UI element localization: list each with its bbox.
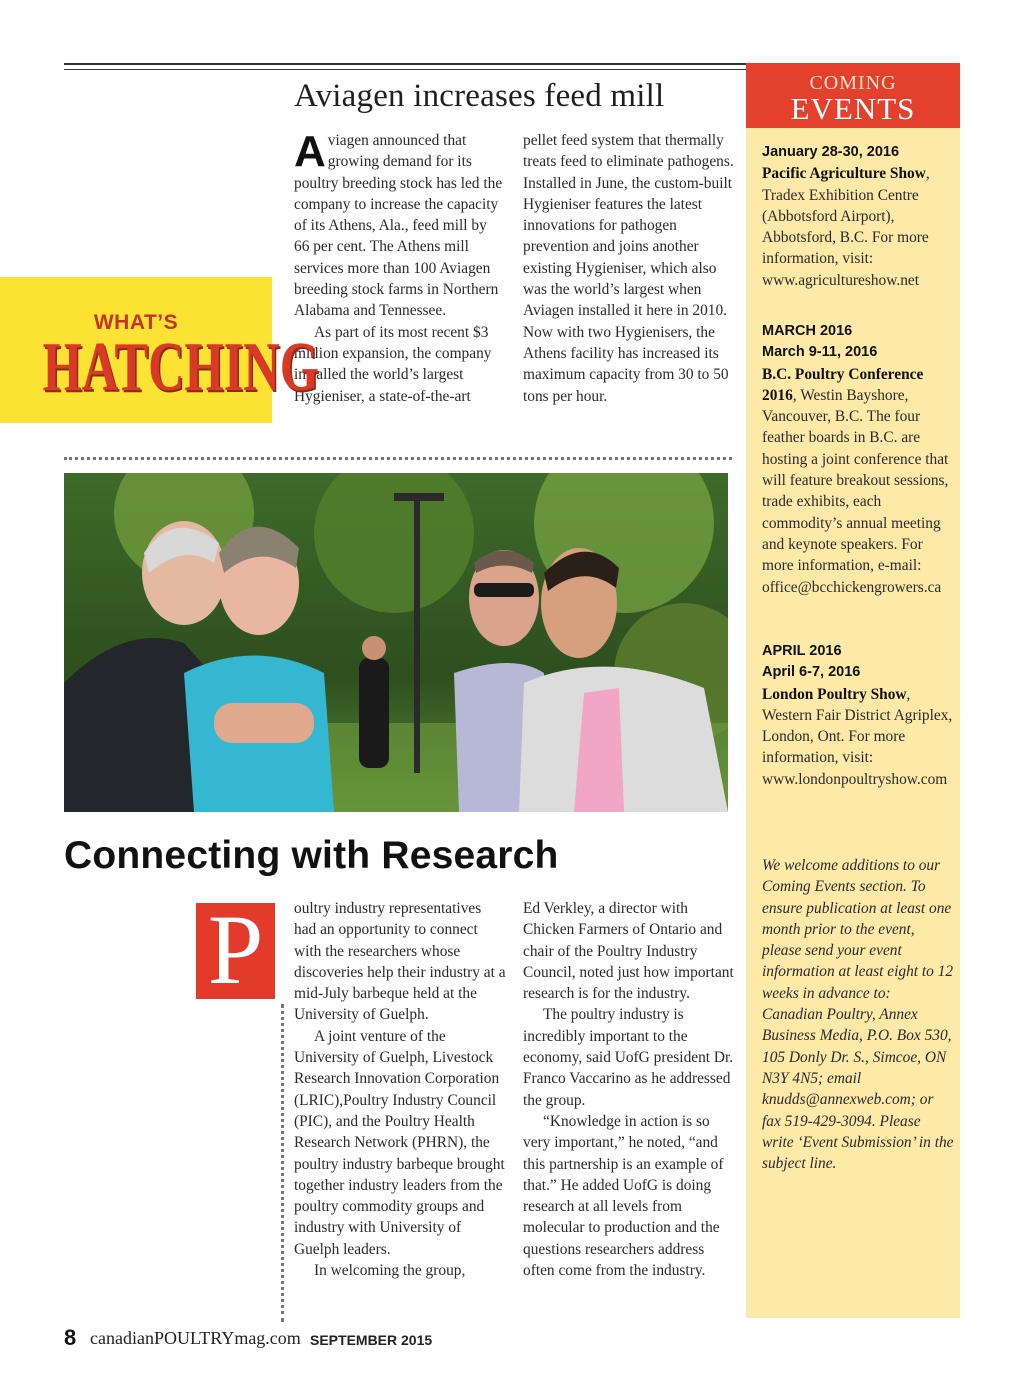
article2-paragraph: In welcoming the group, xyxy=(314,1262,466,1280)
event-month: APRIL 2016 xyxy=(762,643,842,659)
article2-paragraph: “Knowledge in action is so very important,” he noted, “and this partnership is an example of that.” He added UofG is doing research at all levels from molecular to production and the questions researchers address often come from the industry. xyxy=(523,1112,724,1280)
events-coming-label: COMING xyxy=(809,72,897,94)
event-item xyxy=(762,321,954,598)
events-title: EVENTS xyxy=(790,91,916,126)
events-submission-note: We welcome additions to our Coming Events section. To ensure publication at least one month prior to the event, please send your event information at least eight to 12 weeks in advance to: Canadian Poultry, Annex Business Media, P.O. Box 530, 105 Donly Dr. S., Simcoe, ON N3Y 4N5; email knudds@annexweb.com; or fax 519-429-3094. Please write ‘Event Submission’ in the subject line. xyxy=(762,857,954,1173)
article1-column-1 xyxy=(294,127,506,407)
article1-column-2 xyxy=(523,130,735,407)
top-rule xyxy=(64,63,748,65)
event-item xyxy=(762,142,954,291)
article2-paragraph: oultry industry representatives had an opportunity to connect with the researchers whose discoveries help their industry at a mid-July barbeque held at the University of Guelph. xyxy=(294,900,506,1024)
article1-paragraph: viagen announced that growing demand for its poultry breeding stock has led the company to increase the capacity of its Athens, Ala., feed mill by 66 per cent. The Athens mill services more than 100 Aviagen breeding stock farms in Northern Alabama and Tennessee. xyxy=(294,132,503,320)
article2-paragraph: Ed Verkley, a director with Chicken Farmers of Ontario and chair of the Poultry Industry Council, noted just how important research is for the industry. xyxy=(523,900,734,1003)
article2-paragraph: A joint venture of the University of Guelph, Livestock Research Innovation Corporation (LRIC),Poultry Industry Council (PIC), and the Poultry Health Research Network (PHRN), the poultry industry barbeque brought together industry leaders from the poultry commodity groups and industry with University of Guelph leaders. xyxy=(294,1027,505,1258)
section-label-small: WHAT’S xyxy=(93,311,179,334)
article1-headline: Aviagen increases feed mill xyxy=(294,78,665,114)
article1-paragraph: pellet feed system that thermally treats feed to eliminate pathogens. Installed in June, the custom-built Hygieniser features the latest innovations for pathogen prevention and joins another existing Hygieniser, which also was the world’s largest when Aviagen installed it here in 2010. Now with two Hygienisers, the Athens facility has increased its maximum capacity from 30 to 50 tons per hour. xyxy=(523,132,734,405)
event-item xyxy=(762,641,954,790)
event-date: March 9-11, 2016 xyxy=(762,344,878,361)
event-photo xyxy=(64,473,728,812)
event-name: B.C. Poultry Conference 2016 xyxy=(762,365,924,404)
event-month: MARCH 2016 xyxy=(762,323,853,339)
event-details: , Western Fair District Agriplex, London, Ont. For more information, visit: www.londonpoultryshow.com xyxy=(762,685,953,788)
top-rule-thin xyxy=(64,69,748,70)
article2-paragraph: The poultry industry is incredibly important to the economy, said UofG president Dr. Franco Vaccarino as he addressed the group. xyxy=(523,1006,734,1109)
vertical-dotted-rule xyxy=(281,1004,284,1322)
article2-dropcap: P xyxy=(207,894,264,1005)
event-details: , Tradex Exhibition Centre (Abbotsford Airport), Abbotsford, B.C. For more information, visit: www.agricultureshow.net xyxy=(762,165,930,289)
dotted-divider xyxy=(64,457,732,460)
event-date: January 28-30, 2016 xyxy=(762,144,900,160)
event-date: April 6-7, 2016 xyxy=(762,664,861,681)
event-name: Pacific Agriculture Show xyxy=(762,165,926,183)
article2-headline: Connecting with Research xyxy=(64,834,559,877)
article1-dropcap: A xyxy=(294,127,326,176)
section-label-large: HATCHING xyxy=(42,329,319,406)
event-name: London Poultry Show xyxy=(762,685,907,703)
event-details: , Westin Bayshore, Vancouver, B.C. The four feather boards in B.C. are hosting a joint conference that will feature breakout sessions, trade exhibits, each commodity’s annual meeting and keynote speakers. For more information, e-mail: office@bcchickengrowers.ca xyxy=(762,386,949,596)
article2-column-2 xyxy=(523,898,735,1281)
footer-site: canadianPOULTRYmag.com xyxy=(90,1328,301,1348)
article1-paragraph: As part of its most recent $3 million expansion, the company installed the world’s largest Hygieniser, a state-of-the-art xyxy=(294,323,492,405)
article2-column-1 xyxy=(294,898,506,1281)
page-number: 8 xyxy=(64,1325,77,1350)
footer-issue: SEPTEMBER 2015 xyxy=(310,1332,433,1348)
